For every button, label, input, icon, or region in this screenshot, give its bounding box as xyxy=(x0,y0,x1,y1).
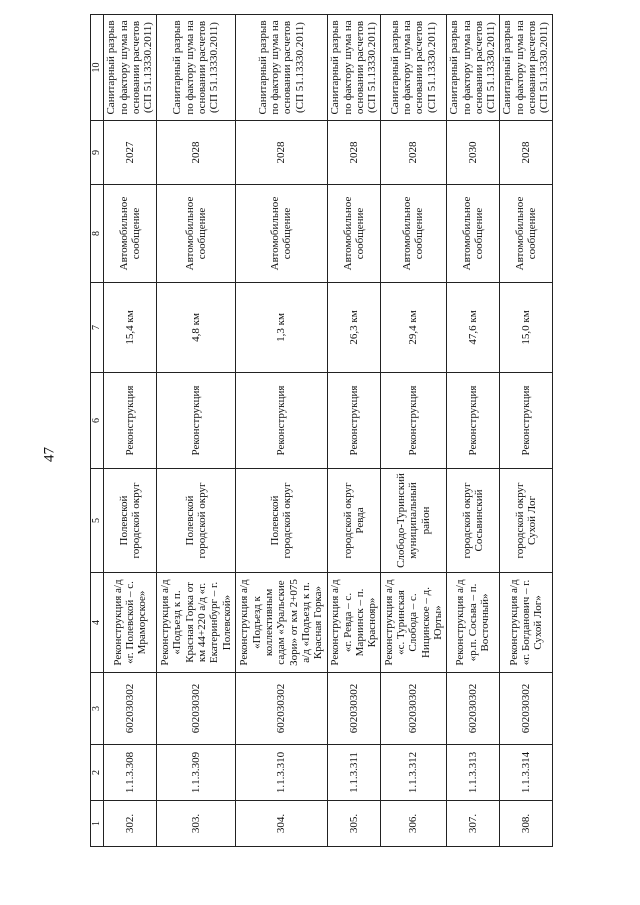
zone: Санитарный разрыв по фактору шума на основании расчетов (СП 51.13330.2011) xyxy=(499,15,552,121)
work-type: Реконструкция xyxy=(104,373,157,469)
year: 2028 xyxy=(380,121,446,185)
column-number: 8 xyxy=(91,185,104,283)
table-row xyxy=(446,15,499,847)
zone: Санитарный разрыв по фактору шума на основании расчетов (СП 51.13330.2011) xyxy=(380,15,446,121)
purpose: Автомобильное сообщение xyxy=(499,185,552,283)
purpose: Автомобильное сообщение xyxy=(380,185,446,283)
column-number: 7 xyxy=(91,283,104,373)
object-id: 602030302 xyxy=(235,673,327,745)
municipality: Полевской городской округ xyxy=(104,469,157,573)
municipality: Полевской городской округ xyxy=(235,469,327,573)
municipality: городской округ Сосьвинский xyxy=(446,469,499,573)
row-number: 308. xyxy=(499,801,552,847)
object-code: 1.1.3.308 xyxy=(104,745,157,801)
length: 15,4 км xyxy=(104,283,157,373)
year: 2027 xyxy=(104,121,157,185)
object-code: 1.1.3.312 xyxy=(380,745,446,801)
work-type: Реконструкция xyxy=(446,373,499,469)
object-id: 602030302 xyxy=(104,673,157,745)
table-row xyxy=(157,15,236,847)
objects-table xyxy=(90,14,553,847)
zone: Санитарный разрыв по фактору шума на основании расчетов (СП 51.13330.2011) xyxy=(446,15,499,121)
work-type: Реконструкция xyxy=(157,373,236,469)
row-number: 303. xyxy=(157,801,236,847)
work-type: Реконструкция xyxy=(499,373,552,469)
object-code: 1.1.3.311 xyxy=(327,745,380,801)
object-name: Реконструкция а/д «Подъезд к п. Красная Горка от км 44+220 а/д «г. Екатеринбург – г. Полевской» xyxy=(157,573,236,673)
column-number: 3 xyxy=(91,673,104,745)
column-number: 2 xyxy=(91,745,104,801)
zone: Санитарный разрыв по фактору шума на основании расчетов (СП 51.13330.2011) xyxy=(235,15,327,121)
object-code: 1.1.3.310 xyxy=(235,745,327,801)
column-number: 5 xyxy=(91,469,104,573)
purpose: Автомобильное сообщение xyxy=(235,185,327,283)
length: 47,6 км xyxy=(446,283,499,373)
municipality: городской округ Ревда xyxy=(327,469,380,573)
column-number: 6 xyxy=(91,373,104,469)
length: 15,0 км xyxy=(499,283,552,373)
table-row xyxy=(327,15,380,847)
object-id: 602030302 xyxy=(499,673,552,745)
object-name: Реконструкция а/д «г. Ревда – с. Мариинск – п. Краснояр» xyxy=(327,573,380,673)
column-number: 4 xyxy=(91,573,104,673)
object-id: 602030302 xyxy=(380,673,446,745)
object-code: 1.1.3.313 xyxy=(446,745,499,801)
zone: Санитарный разрыв по фактору шума на основании расчетов (СП 51.13330.2011) xyxy=(104,15,157,121)
object-name: Реконструкция а/д «Подъезд к коллективным садам «Уральские Зори» от км 2+075 а/д «Подъезд к п. Красная Горка» xyxy=(235,573,327,673)
object-code: 1.1.3.309 xyxy=(157,745,236,801)
table-row xyxy=(235,15,327,847)
municipality: городской округ Сухой Лог xyxy=(499,469,552,573)
column-number-row xyxy=(91,15,104,847)
year: 2028 xyxy=(157,121,236,185)
work-type: Реконструкция xyxy=(235,373,327,469)
object-name: Реконструкция а/д «г. Богданович – г. Сухой Лог» xyxy=(499,573,552,673)
work-type: Реконструкция xyxy=(327,373,380,469)
year: 2028 xyxy=(235,121,327,185)
object-name: Реконструкция а/д «г. Полевской – с. Мраморское» xyxy=(104,573,157,673)
row-number: 302. xyxy=(104,801,157,847)
length: 4,8 км xyxy=(157,283,236,373)
row-number: 304. xyxy=(235,801,327,847)
rotated-table-wrapper xyxy=(90,15,553,847)
purpose: Автомобильное сообщение xyxy=(446,185,499,283)
purpose: Автомобильное сообщение xyxy=(157,185,236,283)
year: 2030 xyxy=(446,121,499,185)
table-row xyxy=(380,15,446,847)
zone: Санитарный разрыв по фактору шума на основании расчетов (СП 51.13330.2011) xyxy=(327,15,380,121)
page-number: 47 xyxy=(41,447,58,462)
object-id: 602030302 xyxy=(327,673,380,745)
year: 2028 xyxy=(327,121,380,185)
table-row xyxy=(499,15,552,847)
length: 1,3 км xyxy=(235,283,327,373)
object-name: Реконструкция а/д «с. Туринская Слобода – с. Ницинское – д. Юрты» xyxy=(380,573,446,673)
purpose: Автомобильное сообщение xyxy=(104,185,157,283)
object-id: 602030302 xyxy=(446,673,499,745)
row-number: 305. xyxy=(327,801,380,847)
purpose: Автомобильное сообщение xyxy=(327,185,380,283)
year: 2028 xyxy=(499,121,552,185)
length: 29,4 км xyxy=(380,283,446,373)
table-row xyxy=(104,15,157,847)
length: 26,3 км xyxy=(327,283,380,373)
object-id: 602030302 xyxy=(157,673,236,745)
row-number: 306. xyxy=(380,801,446,847)
municipality: Полевской городской округ xyxy=(157,469,236,573)
work-type: Реконструкция xyxy=(380,373,446,469)
object-code: 1.1.3.314 xyxy=(499,745,552,801)
object-name: Реконструкция а/д «р.п. Сосьва – п. Восточный» xyxy=(446,573,499,673)
column-number: 10 xyxy=(91,15,104,121)
column-number: 1 xyxy=(91,801,104,847)
zone: Санитарный разрыв по фактору шума на основании расчетов (СП 51.13330.2011) xyxy=(157,15,236,121)
column-number: 9 xyxy=(91,121,104,185)
municipality: Слободо-Туринский муниципальный район xyxy=(380,469,446,573)
row-number: 307. xyxy=(446,801,499,847)
